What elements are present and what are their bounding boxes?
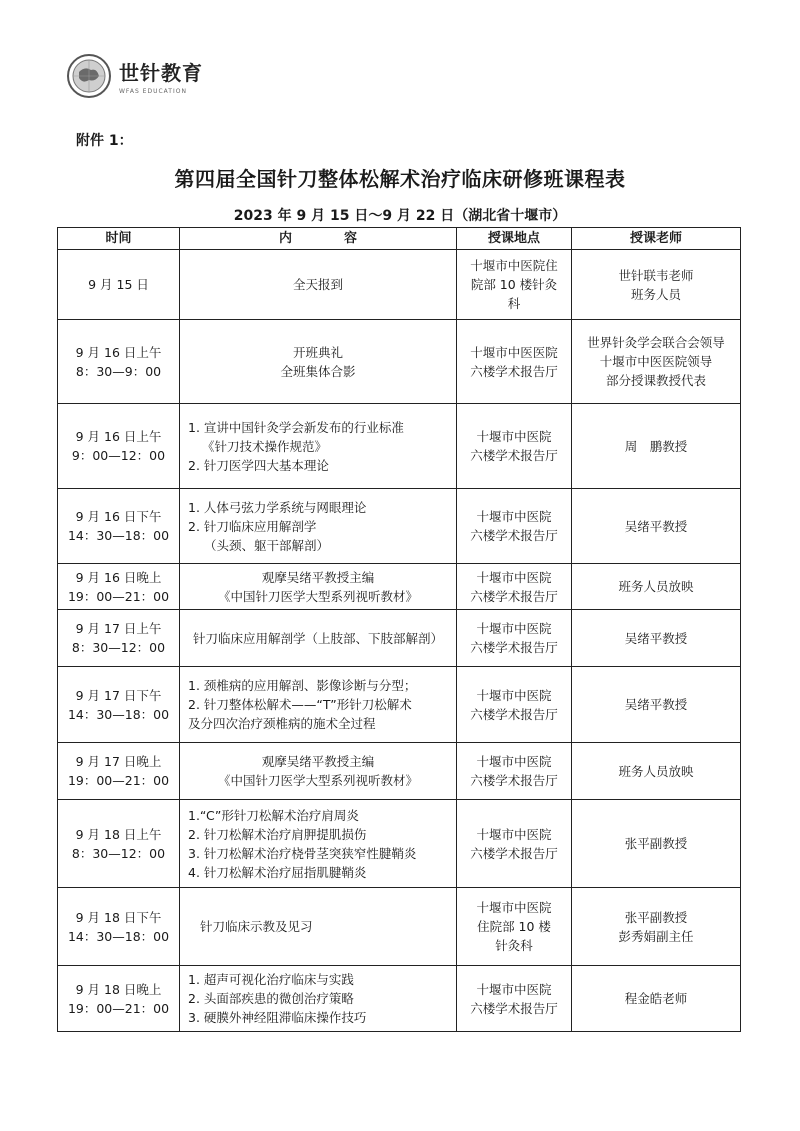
cell-line: 针灸科 — [495, 938, 533, 953]
place-cell — [457, 489, 572, 564]
teacher-cell — [572, 800, 741, 888]
place-cell — [457, 320, 572, 404]
place-cell — [457, 800, 572, 888]
cell-line: 张平副教授 — [624, 909, 688, 925]
place-cell — [457, 564, 572, 610]
cell-line: 9 月 16 日上午 — [75, 429, 162, 444]
teacher-cell — [572, 610, 741, 667]
place-cell — [457, 667, 572, 743]
cell-line: 十堰市中医院住 — [470, 258, 558, 273]
table-row — [58, 800, 741, 888]
cell-line: 六楼学术报告厅 — [470, 773, 558, 788]
header-content: 内 容 — [180, 228, 457, 250]
teacher-cell — [572, 564, 741, 610]
cell-line: 十堰市中医院 — [476, 687, 552, 703]
time-cell — [58, 966, 180, 1032]
cell-line: 观摩吴绪平教授主编 — [261, 569, 375, 585]
cell-line: 14：30—18：00 — [67, 528, 170, 543]
cell-line: 开班典礼 — [292, 344, 343, 360]
teacher-cell — [572, 320, 741, 404]
cell-line: 2. 针刀临床应用解剖学 — [188, 518, 317, 534]
time-cell — [58, 800, 180, 888]
table-row — [58, 320, 741, 404]
attachment-label: 附件 1： — [76, 133, 133, 149]
cell-line: 六楼学术报告厅 — [470, 706, 558, 722]
schedule-table — [57, 227, 741, 1032]
cell-line: 十堰市中医院 — [476, 826, 552, 842]
cell-line: 9 月 17 日上午 — [75, 621, 162, 636]
teacher-cell — [572, 743, 741, 800]
cell-line: 吴绪平教授 — [624, 697, 688, 712]
teacher-cell — [572, 966, 741, 1032]
page-title: 第四届全国针刀整体松解术治疗临床研修班课程表 — [174, 167, 626, 191]
cell-line: 院部 10 楼针灸 — [470, 277, 558, 292]
cell-line: 9：00—12：00 — [71, 448, 166, 463]
cell-line: 十堰市中医医院 — [470, 344, 558, 360]
table-header-row — [58, 228, 741, 250]
cell-line: 9 月 18 日上午 — [75, 826, 162, 842]
content-cell — [180, 250, 457, 320]
cell-line: 六楼学术报告厅 — [470, 448, 558, 463]
time-cell — [58, 320, 180, 404]
cell-line: 科 — [507, 296, 521, 311]
teacher-cell — [572, 888, 741, 966]
cell-line: 2. 针刀松解术治疗肩胛提肌损伤 — [188, 826, 367, 842]
cell-line: 六楼学术报告厅 — [470, 1000, 558, 1016]
cell-line: 《中国针刀医学大型系列视听教材》 — [217, 773, 418, 788]
cell-line: 9 月 18 日下午 — [75, 909, 162, 925]
content-cell — [180, 800, 457, 888]
cell-line: 班务人员 — [630, 286, 681, 302]
cell-line: 六楼学术报告厅 — [470, 528, 558, 543]
time-cell — [58, 404, 180, 489]
cell-line: 及分四次治疗颈椎病的施术全过程 — [188, 716, 376, 731]
content-cell — [180, 743, 457, 800]
cell-line: 班务人员放映 — [618, 763, 694, 779]
page-subtitle: 2023 年 9 月 15 日～9 月 22 日（湖北省十堰市） — [233, 208, 567, 224]
cell-line: 部分授课教授代表 — [605, 373, 706, 388]
logo-name: 世针教育 — [119, 61, 203, 85]
content-cell — [180, 966, 457, 1032]
content-cell — [180, 489, 457, 564]
time-cell — [58, 610, 180, 667]
cell-line: 1. 人体弓弦力学系统与网眼理论 — [188, 499, 367, 515]
cell-line: 六楼学术报告厅 — [470, 640, 558, 655]
cell-line: 观摩吴绪平教授主编 — [261, 754, 375, 769]
table-row — [58, 489, 741, 564]
cell-line: 十堰市中医院 — [476, 621, 552, 636]
cell-line: 1. 宣讲中国针灸学会新发布的行业标准 — [188, 419, 404, 435]
cell-line: 十堰市中医院 — [476, 754, 552, 769]
cell-line: 十堰市中医院 — [476, 569, 552, 585]
cell-line: 全天报到 — [292, 277, 343, 292]
cell-line: 3. 针刀松解术治疗桡骨茎突狭窄性腱鞘炎 — [188, 845, 417, 861]
cell-line: 8：30—12：00 — [71, 845, 166, 861]
cell-line: 9 月 17 日晚上 — [75, 754, 162, 769]
cell-line: 世界针灸学会联合会领导 — [587, 335, 725, 350]
cell-line: 8：30—12：00 — [71, 640, 166, 655]
cell-line: 9 月 16 日上午 — [75, 344, 162, 360]
cell-line: 周 鹏教授 — [624, 438, 688, 454]
globe-logo-icon — [65, 52, 113, 100]
time-cell — [58, 743, 180, 800]
cell-line: 世针联韦老师 — [618, 267, 694, 283]
cell-line: 针刀临床示教及见习 — [200, 919, 313, 934]
place-cell — [457, 404, 572, 489]
time-cell — [58, 888, 180, 966]
cell-line: 彭秀娟副主任 — [618, 928, 694, 944]
cell-line: 14：30—18：00 — [67, 706, 170, 722]
cell-line: 19：00—21：00 — [67, 588, 170, 604]
table-row — [58, 404, 741, 489]
content-cell — [180, 404, 457, 489]
cell-line: 1. 颈椎病的应用解剖、影像诊断与分型； — [188, 678, 417, 693]
cell-line: 9 月 17 日下午 — [75, 687, 162, 703]
cell-line: 9 月 16 日晚上 — [75, 569, 162, 585]
cell-line: 六楼学术报告厅 — [470, 588, 558, 604]
cell-line: 针刀临床应用解剖学（上肢部、下肢部解剖） — [192, 630, 443, 646]
table-row — [58, 667, 741, 743]
place-cell — [457, 610, 572, 667]
cell-line: 2. 头面部疾患的微创治疗策略 — [188, 991, 354, 1006]
header-teacher: 授课老师 — [572, 228, 741, 250]
time-cell — [58, 489, 180, 564]
cell-line: （头颈、躯干部解剖） — [204, 537, 330, 553]
content-cell — [180, 320, 457, 404]
cell-line: 张平副教授 — [624, 836, 688, 851]
cell-line: 9 月 18 日晚上 — [75, 981, 162, 997]
cell-line: 十堰市中医院 — [476, 429, 552, 444]
cell-line: 吴绪平教授 — [624, 518, 688, 534]
cell-line: 六楼学术报告厅 — [470, 845, 558, 861]
cell-line: 19：00—21：00 — [67, 1000, 170, 1016]
teacher-cell — [572, 489, 741, 564]
time-cell — [58, 564, 180, 610]
cell-line: 3. 硬膜外神经阻滞临床操作技巧 — [188, 1010, 367, 1025]
cell-line: 住院部 10 楼 — [477, 919, 551, 934]
time-cell — [58, 250, 180, 320]
cell-line: 《中国针刀医学大型系列视听教材》 — [217, 588, 418, 604]
cell-line: 9 月 15 日 — [88, 277, 149, 292]
cell-line: 4. 针刀松解术治疗屈指肌腱鞘炎 — [188, 864, 367, 880]
table-row — [58, 564, 741, 610]
cell-line: 2. 针刀医学四大基本理论 — [188, 457, 329, 473]
cell-line: 六楼学术报告厅 — [470, 363, 558, 379]
table-row — [58, 250, 741, 320]
table-row — [58, 966, 741, 1032]
table-row — [58, 743, 741, 800]
cell-line: 9 月 16 日下午 — [75, 509, 162, 524]
cell-line: 程金皓老师 — [624, 991, 688, 1006]
header-time: 时间 — [58, 228, 180, 250]
content-cell — [180, 564, 457, 610]
teacher-cell — [572, 667, 741, 743]
content-cell — [180, 888, 457, 966]
place-cell — [457, 743, 572, 800]
table-row — [58, 610, 741, 667]
place-cell — [457, 250, 572, 320]
cell-line: 8：30—9：00 — [75, 363, 162, 379]
cell-line: 十堰市中医院 — [476, 509, 552, 524]
cell-line: 十堰市中医院 — [476, 900, 552, 915]
place-cell — [457, 888, 572, 966]
cell-line: 《针刀技术操作规范》 — [202, 438, 328, 454]
cell-line: 1. 超声可视化治疗临床与实践 — [188, 972, 354, 987]
cell-line: 全班集体合影 — [280, 363, 356, 379]
teacher-cell — [572, 250, 741, 320]
cell-line: 十堰市中医医院领导 — [599, 354, 713, 369]
cell-line: 班务人员放映 — [618, 579, 694, 594]
content-cell — [180, 667, 457, 743]
header-place: 授课地点 — [457, 228, 572, 250]
cell-line: 1.“C”形针刀松解术治疗肩周炎 — [188, 807, 359, 823]
time-cell — [58, 667, 180, 743]
content-cell — [180, 610, 457, 667]
logo-subtitle: WFAS EDUCATION — [119, 88, 187, 95]
place-cell — [457, 966, 572, 1032]
cell-line: 吴绪平教授 — [624, 630, 688, 646]
cell-line: 19：00—21：00 — [67, 773, 170, 788]
teacher-cell — [572, 404, 741, 489]
cell-line: 14：30—18：00 — [67, 928, 170, 944]
cell-line: 十堰市中医院 — [476, 981, 552, 997]
cell-line: 2. 针刀整体松解术——“T”形针刀松解术 — [188, 697, 412, 712]
logo — [65, 52, 203, 100]
table-row — [58, 888, 741, 966]
